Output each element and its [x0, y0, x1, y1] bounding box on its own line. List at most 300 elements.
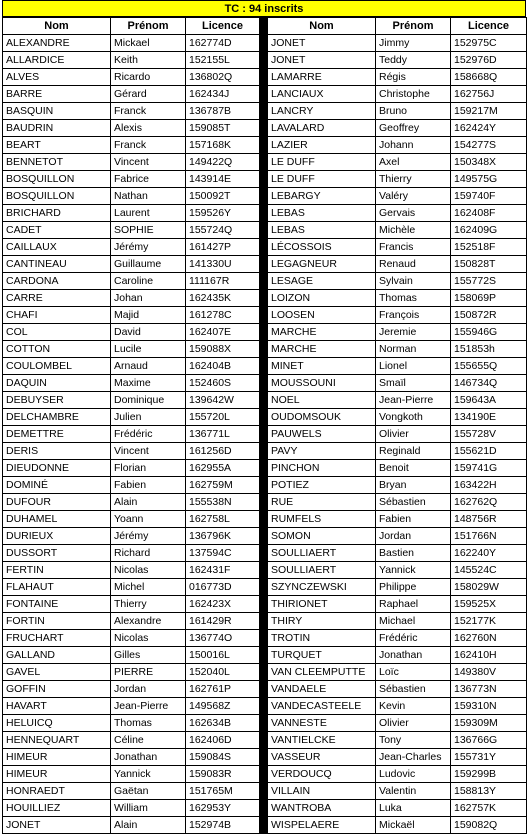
- column-separator: [260, 35, 268, 52]
- cell-licence-right: 155731Y: [451, 749, 527, 766]
- cell-nom-right: JONET: [268, 52, 376, 69]
- cell-nom-left: ALVES: [3, 69, 111, 86]
- cell-nom-right: LEGAGNEUR: [268, 256, 376, 273]
- cell-prenom-left: Alexandre: [111, 613, 186, 630]
- cell-prenom-right: Bruno: [376, 103, 451, 120]
- table-row: [3, 426, 527, 443]
- cell-prenom-left: Michel: [111, 579, 186, 596]
- cell-licence-right: 155655Q: [451, 358, 527, 375]
- cell-prenom-left: Thomas: [111, 715, 186, 732]
- cell-licence-left: 149568Z: [186, 698, 260, 715]
- cell-nom-left: COTTON: [3, 341, 111, 358]
- cell-licence-right: 159082Q: [451, 817, 527, 834]
- cell-licence-right: 159643A: [451, 392, 527, 409]
- cell-nom-right: PAUWELS: [268, 426, 376, 443]
- column-separator: [260, 511, 268, 528]
- cell-nom-left: HAVART: [3, 698, 111, 715]
- table-row: [3, 86, 527, 103]
- cell-nom-left: COULOMBEL: [3, 358, 111, 375]
- cell-prenom-right: Jordan: [376, 528, 451, 545]
- cell-nom-left: DEBUYSER: [3, 392, 111, 409]
- column-separator: [260, 443, 268, 460]
- cell-prenom-right: Smaïl: [376, 375, 451, 392]
- table-row: [3, 613, 527, 630]
- cell-prenom-right: Jean-Charles: [376, 749, 451, 766]
- column-separator: [260, 18, 268, 35]
- column-separator: [260, 358, 268, 375]
- cell-prenom-left: Keith: [111, 52, 186, 69]
- cell-prenom-right: Geoffrey: [376, 120, 451, 137]
- cell-prenom-left: Majid: [111, 307, 186, 324]
- cell-nom-left: DUSSORT: [3, 545, 111, 562]
- cell-licence-right: 162408F: [451, 205, 527, 222]
- cell-licence-left: 159083R: [186, 766, 260, 783]
- cell-prenom-right: Michael: [376, 613, 451, 630]
- table-row: [3, 137, 527, 154]
- cell-licence-right: 155621D: [451, 443, 527, 460]
- cell-prenom-left: Guillaume: [111, 256, 186, 273]
- cell-licence-left: 152155L: [186, 52, 260, 69]
- cell-prenom-left: William: [111, 800, 186, 817]
- cell-licence-left: 137594C: [186, 545, 260, 562]
- cell-licence-left: 162423X: [186, 596, 260, 613]
- cell-prenom-right: Tony: [376, 732, 451, 749]
- cell-nom-left: GALLAND: [3, 647, 111, 664]
- cell-licence-right: 162757K: [451, 800, 527, 817]
- cell-prenom-right: Jeremie: [376, 324, 451, 341]
- table-row: [3, 664, 527, 681]
- cell-licence-left: 159085T: [186, 120, 260, 137]
- column-separator: [260, 409, 268, 426]
- cell-licence-left: 161278C: [186, 307, 260, 324]
- column-separator: [260, 494, 268, 511]
- table-row: [3, 783, 527, 800]
- cell-prenom-right: Ludovic: [376, 766, 451, 783]
- cell-nom-left: DIEUDONNE: [3, 460, 111, 477]
- cell-licence-right: 158813Y: [451, 783, 527, 800]
- cell-nom-left: CADET: [3, 222, 111, 239]
- cell-prenom-right: Philippe: [376, 579, 451, 596]
- cell-nom-left: DERIS: [3, 443, 111, 460]
- cell-licence-right: 150348X: [451, 154, 527, 171]
- cell-licence-right: 162756J: [451, 86, 527, 103]
- cell-prenom-right: Olivier: [376, 715, 451, 732]
- cell-nom-right: WISPELAERE: [268, 817, 376, 834]
- cell-licence-left: 136796K: [186, 528, 260, 545]
- cell-licence-left: 162761P: [186, 681, 260, 698]
- cell-nom-right: WANTROBA: [268, 800, 376, 817]
- cell-licence-right: 158668Q: [451, 69, 527, 86]
- cell-prenom-right: Fabien: [376, 511, 451, 528]
- cell-licence-left: 141330U: [186, 256, 260, 273]
- cell-licence-left: 143914E: [186, 171, 260, 188]
- cell-prenom-left: Jérémy: [111, 239, 186, 256]
- cell-licence-left: 150016L: [186, 647, 260, 664]
- column-separator: [260, 341, 268, 358]
- cell-licence-left: 136787B: [186, 103, 260, 120]
- cell-prenom-left: Fabrice: [111, 171, 186, 188]
- cell-nom-left: BENNETOT: [3, 154, 111, 171]
- cell-licence-left: 152040L: [186, 664, 260, 681]
- column-separator: [260, 477, 268, 494]
- table-row: [3, 443, 527, 460]
- cell-licence-right: 148756R: [451, 511, 527, 528]
- cell-nom-left: JONET: [3, 817, 111, 834]
- cell-licence-right: 159309M: [451, 715, 527, 732]
- cell-licence-right: 162424Y: [451, 120, 527, 137]
- cell-nom-right: SZYNCZEWSKI: [268, 579, 376, 596]
- cell-prenom-left: David: [111, 324, 186, 341]
- cell-nom-right: LANCRY: [268, 103, 376, 120]
- table-row: [3, 800, 527, 817]
- column-separator: [260, 426, 268, 443]
- cell-prenom-right: Régis: [376, 69, 451, 86]
- cell-prenom-right: Michèle: [376, 222, 451, 239]
- cell-nom-left: BASQUIN: [3, 103, 111, 120]
- cell-licence-left: 162431F: [186, 562, 260, 579]
- table-row: [3, 392, 527, 409]
- cell-nom-right: LEBARGY: [268, 188, 376, 205]
- cell-prenom-right: Valéry: [376, 188, 451, 205]
- cell-nom-left: DUHAMEL: [3, 511, 111, 528]
- table-row: [3, 562, 527, 579]
- cell-prenom-right: Mickaël: [376, 817, 451, 834]
- cell-nom-right: LOOSEN: [268, 307, 376, 324]
- table-row: [3, 477, 527, 494]
- cell-prenom-right: Sébastien: [376, 681, 451, 698]
- cell-licence-left: 162759M: [186, 477, 260, 494]
- column-separator: [260, 52, 268, 69]
- cell-licence-right: 154277S: [451, 137, 527, 154]
- cell-nom-left: DELCHAMBRE: [3, 409, 111, 426]
- cell-nom-right: THIRY: [268, 613, 376, 630]
- table-row: [3, 494, 527, 511]
- column-separator: [260, 86, 268, 103]
- cell-licence-left: 159088X: [186, 341, 260, 358]
- cell-prenom-right: Loïc: [376, 664, 451, 681]
- column-separator: [260, 103, 268, 120]
- table-row: [3, 749, 527, 766]
- cell-nom-left: COL: [3, 324, 111, 341]
- cell-licence-right: 162762Q: [451, 494, 527, 511]
- cell-nom-right: VAN CLEEMPUTTE: [268, 664, 376, 681]
- column-separator: [260, 664, 268, 681]
- column-separator: [260, 698, 268, 715]
- cell-licence-right: 162409G: [451, 222, 527, 239]
- cell-prenom-left: SOPHIE: [111, 222, 186, 239]
- column-separator: [260, 562, 268, 579]
- cell-nom-right: LAZIER: [268, 137, 376, 154]
- cell-nom-right: VERDOUCQ: [268, 766, 376, 783]
- cell-nom-left: CANTINEAU: [3, 256, 111, 273]
- column-separator: [260, 120, 268, 137]
- cell-nom-right: MOUSSOUNI: [268, 375, 376, 392]
- cell-nom-left: HONRAEDT: [3, 783, 111, 800]
- table-row: [3, 69, 527, 86]
- column-separator: [260, 324, 268, 341]
- cell-nom-right: VILLAIN: [268, 783, 376, 800]
- cell-nom-left: CARDONA: [3, 273, 111, 290]
- cell-licence-left: 159526Y: [186, 205, 260, 222]
- cell-prenom-right: Lionel: [376, 358, 451, 375]
- header-nom-left: Nom: [3, 18, 111, 35]
- cell-prenom-left: Alain: [111, 817, 186, 834]
- table-row: [3, 239, 527, 256]
- cell-licence-right: 155946G: [451, 324, 527, 341]
- table-row: [3, 205, 527, 222]
- cell-licence-left: 136802Q: [186, 69, 260, 86]
- column-separator: [260, 375, 268, 392]
- table-row: [3, 511, 527, 528]
- cell-prenom-left: Gaëtan: [111, 783, 186, 800]
- cell-prenom-right: Bastien: [376, 545, 451, 562]
- cell-prenom-right: Teddy: [376, 52, 451, 69]
- cell-nom-left: DAQUIN: [3, 375, 111, 392]
- cell-licence-left: 152974B: [186, 817, 260, 834]
- cell-licence-left: 159084S: [186, 749, 260, 766]
- cell-licence-left: 161429R: [186, 613, 260, 630]
- column-separator: [260, 528, 268, 545]
- cell-nom-right: MARCHE: [268, 341, 376, 358]
- column-separator: [260, 256, 268, 273]
- cell-prenom-right: Raphael: [376, 596, 451, 613]
- cell-nom-right: VANDAELE: [268, 681, 376, 698]
- cell-nom-right: SOMON: [268, 528, 376, 545]
- cell-prenom-left: Yoann: [111, 511, 186, 528]
- table-row: [3, 375, 527, 392]
- cell-prenom-left: Ricardo: [111, 69, 186, 86]
- cell-nom-right: TURQUET: [268, 647, 376, 664]
- cell-licence-right: 159740F: [451, 188, 527, 205]
- column-separator: [260, 766, 268, 783]
- table-row: [3, 630, 527, 647]
- cell-nom-right: LOIZON: [268, 290, 376, 307]
- cell-nom-left: DUFOUR: [3, 494, 111, 511]
- cell-licence-left: 151765M: [186, 783, 260, 800]
- table-row: [3, 528, 527, 545]
- cell-prenom-left: Jean-Pierre: [111, 698, 186, 715]
- column-separator: [260, 681, 268, 698]
- cell-licence-left: 136771L: [186, 426, 260, 443]
- column-separator: [260, 307, 268, 324]
- table-row: [3, 596, 527, 613]
- column-separator: [260, 137, 268, 154]
- column-separator: [260, 783, 268, 800]
- column-separator: [260, 800, 268, 817]
- cell-licence-right: 152518F: [451, 239, 527, 256]
- table-row: [3, 256, 527, 273]
- cell-nom-right: NOEL: [268, 392, 376, 409]
- cell-licence-right: 149575G: [451, 171, 527, 188]
- cell-prenom-left: Lucile: [111, 341, 186, 358]
- cell-prenom-left: Jérémy: [111, 528, 186, 545]
- column-separator: [260, 647, 268, 664]
- cell-licence-right: 136773N: [451, 681, 527, 698]
- cell-prenom-right: Thierry: [376, 171, 451, 188]
- cell-licence-left: 162407E: [186, 324, 260, 341]
- column-separator: [260, 613, 268, 630]
- table-row: [3, 715, 527, 732]
- column-separator: [260, 545, 268, 562]
- cell-licence-right: 150872R: [451, 307, 527, 324]
- column-separator: [260, 154, 268, 171]
- roster-table: [2, 17, 527, 834]
- cell-licence-right: 149380V: [451, 664, 527, 681]
- cell-nom-left: FERTIN: [3, 562, 111, 579]
- cell-licence-left: 162758L: [186, 511, 260, 528]
- cell-licence-left: 162774D: [186, 35, 260, 52]
- cell-nom-right: LAMARRE: [268, 69, 376, 86]
- roster-title: TC : 94 inscrits: [2, 0, 526, 17]
- table-row: [3, 35, 527, 52]
- table-row: [3, 817, 527, 834]
- cell-nom-right: VANDECASTEELE: [268, 698, 376, 715]
- cell-nom-right: LE DUFF: [268, 154, 376, 171]
- cell-licence-right: 162410H: [451, 647, 527, 664]
- cell-nom-left: DOMINÉ: [3, 477, 111, 494]
- column-separator: [260, 222, 268, 239]
- cell-nom-left: ALLARDICE: [3, 52, 111, 69]
- cell-licence-right: 152976D: [451, 52, 527, 69]
- column-separator: [260, 579, 268, 596]
- table-row: [3, 698, 527, 715]
- cell-prenom-right: Vongkoth: [376, 409, 451, 426]
- cell-nom-right: LESAGE: [268, 273, 376, 290]
- cell-prenom-left: Vincent: [111, 443, 186, 460]
- cell-prenom-left: Gérard: [111, 86, 186, 103]
- column-separator: [260, 715, 268, 732]
- header-row: [3, 18, 527, 35]
- cell-prenom-left: Céline: [111, 732, 186, 749]
- column-separator: [260, 732, 268, 749]
- cell-licence-right: 159741G: [451, 460, 527, 477]
- header-licence-right: Licence: [451, 18, 527, 35]
- cell-nom-left: HIMEUR: [3, 766, 111, 783]
- cell-nom-left: BOSQUILLON: [3, 188, 111, 205]
- cell-prenom-left: PIERRE: [111, 664, 186, 681]
- cell-nom-left: FONTAINE: [3, 596, 111, 613]
- column-separator: [260, 171, 268, 188]
- cell-prenom-right: Valentin: [376, 783, 451, 800]
- header-prenom-right: Prénom: [376, 18, 451, 35]
- cell-licence-right: 155728V: [451, 426, 527, 443]
- cell-prenom-right: Jimmy: [376, 35, 451, 52]
- cell-prenom-left: Mickael: [111, 35, 186, 52]
- cell-prenom-left: Fabien: [111, 477, 186, 494]
- cell-prenom-left: Nathan: [111, 188, 186, 205]
- cell-prenom-left: Franck: [111, 103, 186, 120]
- cell-licence-left: 016773D: [186, 579, 260, 596]
- cell-licence-left: 150092T: [186, 188, 260, 205]
- cell-nom-left: DEMETTRE: [3, 426, 111, 443]
- cell-nom-right: LEBAS: [268, 205, 376, 222]
- cell-prenom-right: Reginald: [376, 443, 451, 460]
- cell-nom-left: GOFFIN: [3, 681, 111, 698]
- table-row: [3, 273, 527, 290]
- cell-nom-left: BAUDRIN: [3, 120, 111, 137]
- cell-nom-left: BOSQUILLON: [3, 171, 111, 188]
- column-separator: [260, 205, 268, 222]
- cell-prenom-right: Jonathan: [376, 647, 451, 664]
- cell-licence-left: 155538N: [186, 494, 260, 511]
- table-row: [3, 766, 527, 783]
- cell-licence-right: 162240Y: [451, 545, 527, 562]
- cell-nom-left: FORTIN: [3, 613, 111, 630]
- table-row: [3, 324, 527, 341]
- cell-prenom-left: Nicolas: [111, 630, 186, 647]
- cell-licence-left: 162955A: [186, 460, 260, 477]
- cell-nom-left: CHAFI: [3, 307, 111, 324]
- table-row: [3, 545, 527, 562]
- cell-licence-right: 151766N: [451, 528, 527, 545]
- table-row: [3, 222, 527, 239]
- cell-prenom-right: Renaud: [376, 256, 451, 273]
- cell-nom-right: LAVALARD: [268, 120, 376, 137]
- cell-nom-right: VANTIELCKE: [268, 732, 376, 749]
- cell-licence-left: 155724Q: [186, 222, 260, 239]
- cell-licence-right: 163422H: [451, 477, 527, 494]
- cell-licence-right: 159217M: [451, 103, 527, 120]
- cell-licence-right: 159299B: [451, 766, 527, 783]
- cell-prenom-right: Christophe: [376, 86, 451, 103]
- cell-nom-left: CARRE: [3, 290, 111, 307]
- cell-prenom-left: Richard: [111, 545, 186, 562]
- cell-licence-right: 152177K: [451, 613, 527, 630]
- cell-prenom-right: Benoit: [376, 460, 451, 477]
- cell-licence-left: 162435K: [186, 290, 260, 307]
- cell-licence-left: 152460S: [186, 375, 260, 392]
- cell-prenom-right: Bryan: [376, 477, 451, 494]
- cell-licence-left: 136774O: [186, 630, 260, 647]
- cell-nom-left: BEART: [3, 137, 111, 154]
- cell-prenom-left: Nicolas: [111, 562, 186, 579]
- cell-licence-right: 155772S: [451, 273, 527, 290]
- cell-prenom-right: Francis: [376, 239, 451, 256]
- cell-nom-right: LÉCOSSOIS: [268, 239, 376, 256]
- cell-prenom-left: Frédéric: [111, 426, 186, 443]
- cell-nom-left: HELUICQ: [3, 715, 111, 732]
- cell-licence-right: 146734Q: [451, 375, 527, 392]
- table-row: [3, 460, 527, 477]
- cell-licence-right: 159310N: [451, 698, 527, 715]
- cell-licence-left: 155720L: [186, 409, 260, 426]
- cell-licence-left: 161256D: [186, 443, 260, 460]
- cell-nom-right: LANCIAUX: [268, 86, 376, 103]
- cell-nom-right: JONET: [268, 35, 376, 52]
- cell-prenom-left: Jordan: [111, 681, 186, 698]
- cell-prenom-left: Caroline: [111, 273, 186, 290]
- cell-licence-left: 162953Y: [186, 800, 260, 817]
- column-separator: [260, 273, 268, 290]
- cell-nom-right: POTIEZ: [268, 477, 376, 494]
- table-row: [3, 120, 527, 137]
- cell-prenom-left: Gilles: [111, 647, 186, 664]
- column-separator: [260, 749, 268, 766]
- roster-sheet: [2, 0, 526, 834]
- cell-prenom-left: Florian: [111, 460, 186, 477]
- cell-prenom-right: Gervais: [376, 205, 451, 222]
- cell-nom-left: CAILLAUX: [3, 239, 111, 256]
- cell-licence-left: 111167R: [186, 273, 260, 290]
- cell-prenom-left: Alexis: [111, 120, 186, 137]
- cell-licence-right: 152975C: [451, 35, 527, 52]
- cell-licence-right: 151853h: [451, 341, 527, 358]
- table-row: [3, 307, 527, 324]
- column-separator: [260, 630, 268, 647]
- cell-prenom-right: Sébastien: [376, 494, 451, 511]
- cell-nom-left: GAVEL: [3, 664, 111, 681]
- cell-licence-left: 161427P: [186, 239, 260, 256]
